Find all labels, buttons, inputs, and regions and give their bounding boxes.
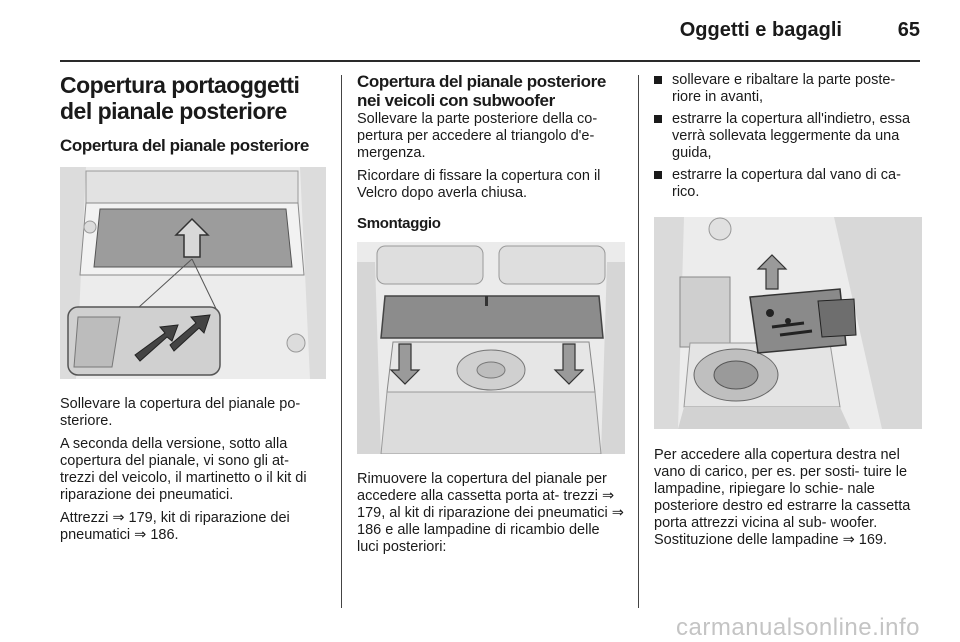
column-3: [654, 72, 922, 549]
list-item: sollevare e ribaltare la parte poste- riore in avanti,: [654, 72, 922, 106]
square-bullet-icon: [654, 76, 662, 84]
paragraph-6: Rimuovere la copertura del pianale per accedere alla cassetta porta at- trezzi ⇒ 179, al kit di riparazione dei pneumatici ⇒ 186 e alle lampadine di ricambio delle luci posteriori:: [357, 471, 624, 555]
square-bullet-icon: [654, 115, 662, 123]
column-divider-1: [341, 75, 342, 608]
list-item: estrarre la copertura dal vano di ca- rico.: [654, 167, 922, 201]
paragraph-3: Attrezzi ⇒ 179, kit di riparazione dei pneumatici ⇒ 186.: [60, 510, 290, 543]
main-heading: Copertura portaoggetti del pianale posteriore: [60, 72, 300, 124]
page-header: [0, 0, 960, 60]
figure-floor-cover: [60, 167, 326, 379]
square-bullet-icon: [654, 171, 662, 179]
paragraph-7: Per accedere alla copertura destra nel vano di carico, per es. per sosti- tuire le lampadine, ripiegare lo schie- nale posteriore destro ed estrarre la cassetta porta attrezzi vicina al sub- woofer. Sostituzione delle lampadine ⇒ 169.: [654, 447, 911, 548]
paragraph-2: A seconda della versione, sotto alla copertura del pianale, vi sono gli at- trezzi del veicolo, il martinetto o il kit di riparazione dei pneumatici.: [60, 436, 307, 503]
column-2: [357, 72, 625, 556]
steps-list: [654, 72, 922, 201]
column-divider-2: [638, 75, 639, 608]
column-1: [60, 72, 326, 544]
watermark: carmanualsonline.info: [676, 614, 920, 641]
figure-removal: [357, 242, 625, 454]
list-item: estrarre la copertura all'indietro, essa verrà sollevata leggermente da una guida,: [654, 111, 922, 162]
header-rule: [60, 60, 920, 62]
paragraph-1: Sollevare la copertura del pianale po- steriore.: [60, 396, 301, 429]
section-title: Oggetti e bagagli: [679, 19, 842, 41]
heading-subwoofer: Copertura del pianale posteriore nei veicoli con subwoofer: [357, 72, 606, 110]
figure-subwoofer: [654, 217, 922, 429]
page-number: 65: [897, 19, 920, 41]
paragraph-4: Sollevare la parte posteriore della co- pertura per accedere al triangolo d'e- mergenza.: [357, 111, 598, 161]
subheading-floor-cover: Copertura del pianale posteriore: [60, 136, 309, 155]
subheading-removal: Smontaggio: [357, 215, 441, 232]
paragraph-5: Ricordare di fissare la copertura con il Velcro dopo averla chiusa.: [357, 168, 601, 201]
